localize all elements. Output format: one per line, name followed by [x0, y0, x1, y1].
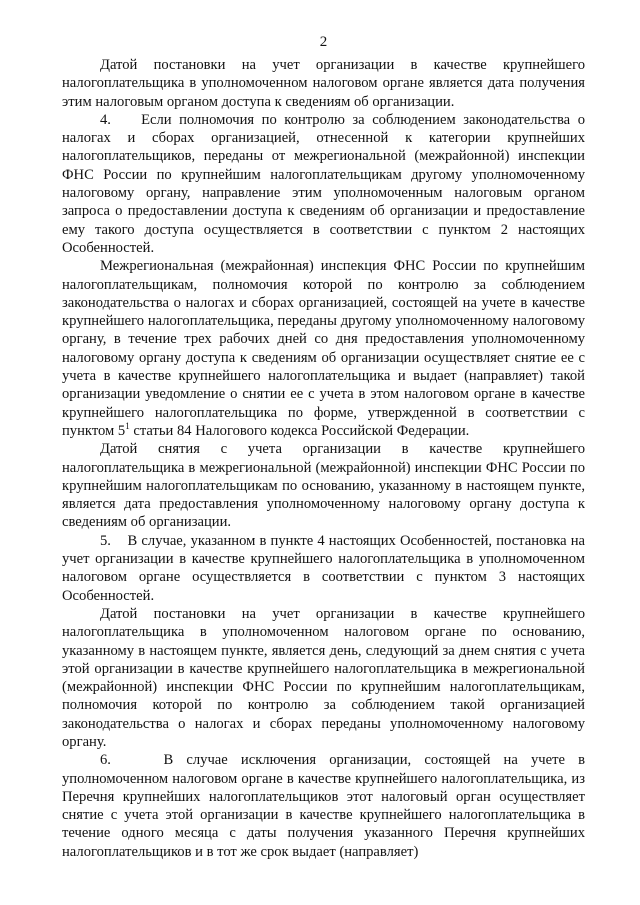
page-number: 2 — [319, 34, 328, 50]
paragraph-text: Датой постановки на учет организации в качестве крупнейшего налогоплательщика в уполномоченном налоговом органе является дата получения этим налоговым органом доступа к сведениям об организации. — [62, 57, 585, 110]
paragraph-text: 5. В случае, указанном в пункте 4 настоящих Особенностей, постановка на учет организации в качестве крупнейшего налогоплательщика в уполномоченном налоговом органе осуществляется в соответствии с пунктом 3 настоящих Особенностей. — [62, 532, 585, 604]
document-body — [62, 56, 585, 861]
paragraph-text: Датой снятия с учета организации в качестве крупнейшего налогоплательщика в межрегиональной (межрайонной) инспекции ФНС России по крупнейшим налогоплательщикам по основанию, указанному в настоящем пункте, является дата предоставления уполномоченному налоговому органу доступа к сведениям об организации. — [62, 441, 585, 531]
paragraph-item-6 — [62, 751, 585, 861]
paragraph-text: 6. В случае исключения организации, состоящей на учете в уполномоченном налоговом органе в качестве крупнейшего налогоплательщика, из Перечня крупнейших налогоплательщиков этот налоговый орган осуществляет снятие с учета этой организации в качестве крупнейшего налогоплательщика в течение одного месяца с даты получения указанного Перечня крупнейших налогоплательщиков и в тот же срок выдает (направляет) — [62, 752, 585, 860]
superscript: 1 — [125, 421, 130, 432]
paragraph — [62, 440, 585, 531]
paragraph-text: Датой постановки на учет организации в качестве крупнейшего налогоплательщика в уполномоченном налоговом органе по основанию, указанному в настоящем пункте, является день, следующий за днем снятия с учета этой организации в качестве крупнейшего налогоплательщика в межрегиональной (межрайонной) инспекции ФНС России по крупнейшим налогоплательщикам, полномочия которой по контролю за соблюдением такой организацией законодательства о налогах и сборах переданы уполномоченному налоговому органу. — [62, 605, 585, 750]
paragraph-text: 4. Если полномочия по контролю за соблюдением законодательства о налогах и сборах организацией, отнесенной к категории крупнейших налогоплательщиков, переданы от межрегиональной (межрайонной) инспекции ФНС России по крупнейшим налогоплательщикам другому уполномоченному налоговому органу, направление этим уполномоченным налоговым органом запроса о предоставлении доступа к сведениям об организации и предоставление ему такого доступа осуществляется в соответствии с пунктом 2 настоящих Особенностей. — [62, 111, 585, 256]
paragraph-item-4 — [62, 111, 585, 257]
paragraph — [62, 605, 585, 751]
paragraph-text-continued: статьи 84 Налогового кодекса Российской Федерации. — [129, 422, 470, 439]
paragraph — [62, 257, 585, 440]
paragraph-item-5 — [62, 532, 585, 605]
paragraph-text: Межрегиональная (межрайонная) инспекция ФНС России по крупнейшим налогоплательщикам, полномочия которой по контролю за соблюдением законодательства о налогах и сборах организацией, состоящей на учете в качестве крупнейшего налогоплательщика, переданы другому уполномоченному налоговому органу, в течение трех рабочих дней со дня предоставления уполномоченному налоговому органу доступа к сведениям об организации осуществляет снятие ее с учета в качестве крупнейшего налогоплательщика и выдает (направляет) такой организации уведомление о снятии ее с учета в этом налоговом органе в качестве крупнейшего налогоплательщика по форме, утвержденной в соответствии с пунктом 5 — [62, 258, 585, 439]
paragraph — [62, 56, 585, 111]
